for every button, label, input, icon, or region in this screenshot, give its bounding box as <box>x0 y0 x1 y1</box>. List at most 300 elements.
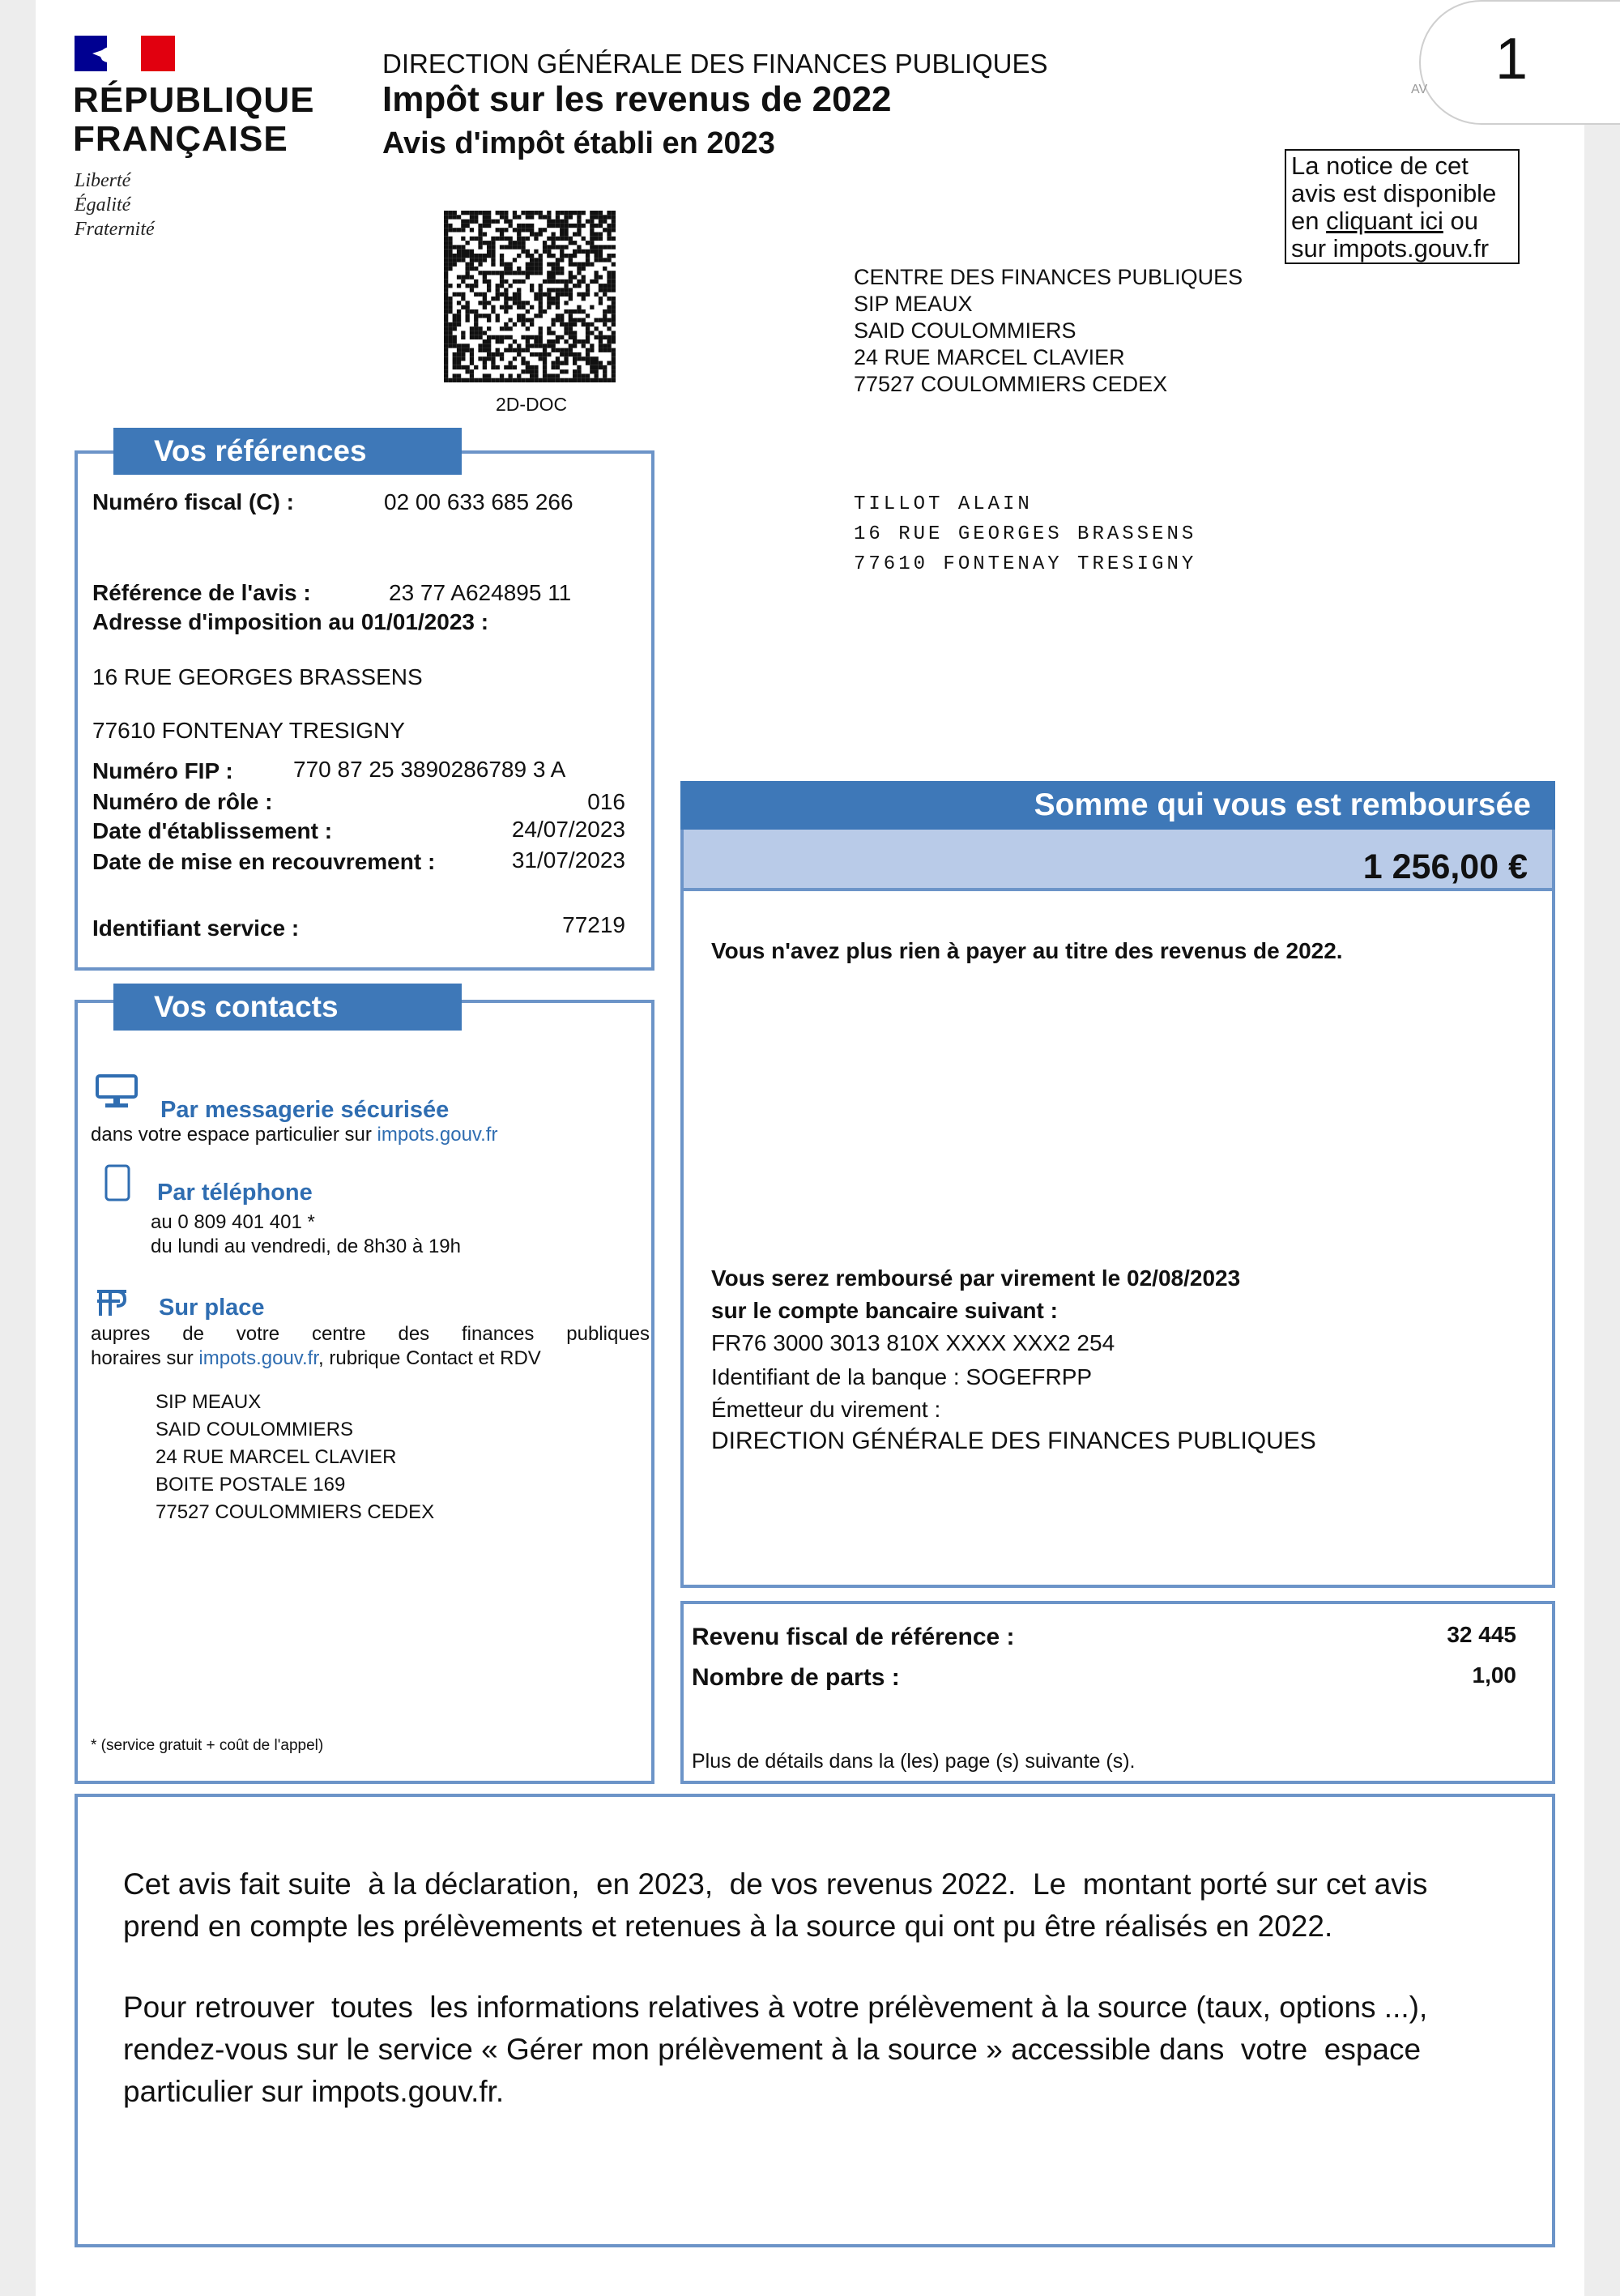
barcode-module <box>444 348 448 352</box>
barcode-module <box>500 356 504 361</box>
barcode-module <box>569 280 573 284</box>
barcode-module <box>612 237 616 241</box>
barcode-module <box>478 292 482 297</box>
sur-place-link[interactable]: impots.gouv.fr <box>198 1347 319 1369</box>
barcode-module <box>521 228 525 232</box>
barcode-module <box>547 331 551 335</box>
barcode-module <box>612 297 616 301</box>
barcode-module <box>577 369 581 373</box>
barcode-module <box>552 297 556 301</box>
barcode-module <box>478 331 482 335</box>
barcode-module <box>586 322 590 326</box>
barcode-module <box>491 254 495 258</box>
barcode-module <box>466 250 470 254</box>
barcode-module <box>603 365 607 369</box>
barcode-module <box>539 215 543 219</box>
barcode-module <box>453 245 457 249</box>
barcode-module <box>448 297 452 301</box>
sur-place-title: Sur place <box>159 1295 265 1321</box>
barcode-module <box>444 361 448 365</box>
barcode-module <box>534 352 538 356</box>
barcode-module <box>517 352 521 356</box>
tax-centre-address: CENTRE DES FINANCES PUBLIQUES SIP MEAUX SAID COULOMMIERS 24 RUE MARCEL CLAVIER 77527 COULOMMIERS CEDEX <box>854 265 1243 396</box>
barcode-module <box>474 322 478 326</box>
barcode-module <box>470 326 474 331</box>
barcode-module <box>504 271 508 275</box>
barcode-module <box>521 301 525 305</box>
barcode-module <box>595 254 599 258</box>
barcode-module <box>513 258 517 262</box>
barcode-module <box>487 356 491 361</box>
barcode-module <box>612 220 616 224</box>
barcode-module <box>526 271 530 275</box>
barcode-module <box>496 339 500 344</box>
barcode-module <box>599 365 603 369</box>
sur-place-line2: horaires sur impots.gouv.fr, rubrique Contact et RDV <box>91 1347 541 1369</box>
barcode-module <box>461 211 465 215</box>
barcode-module <box>461 331 465 335</box>
barcode-module <box>487 352 491 356</box>
barcode-module <box>590 356 594 361</box>
barcode-module <box>539 292 543 297</box>
barcode-module <box>577 292 581 297</box>
barcode-module <box>453 318 457 322</box>
barcode-module <box>478 335 482 339</box>
barcode-module <box>509 344 513 348</box>
barcode-module <box>556 378 560 382</box>
barcode-module <box>509 224 513 228</box>
barcode-module <box>573 356 577 361</box>
barcode-module <box>530 352 534 356</box>
barcode-module <box>530 284 534 288</box>
barcode-module <box>483 224 487 228</box>
barcode-module <box>539 258 543 262</box>
barcode-module <box>513 241 517 245</box>
barcode-module <box>466 378 470 382</box>
barcode-module <box>560 322 564 326</box>
barcode-module <box>612 335 616 339</box>
messagerie-link[interactable]: impots.gouv.fr <box>377 1124 498 1146</box>
barcode-module <box>556 373 560 378</box>
service-footnote: * (service gratuit + coût de l'appel) <box>91 1737 324 1754</box>
barcode-module <box>547 275 551 280</box>
barcode-module <box>590 224 594 228</box>
barcode-module <box>607 361 611 365</box>
barcode-module <box>560 220 564 224</box>
barcode-module <box>453 365 457 369</box>
barcode-module <box>517 314 521 318</box>
barcode-module <box>487 224 491 228</box>
barcode-module <box>478 314 482 318</box>
barcode-module <box>603 348 607 352</box>
barcode-module <box>466 241 470 245</box>
barcode-module <box>577 378 581 382</box>
barcode-module <box>607 224 611 228</box>
barcode-module <box>582 373 586 378</box>
barcode-module <box>552 233 556 237</box>
barcode-module <box>556 318 560 322</box>
notice-link[interactable]: cliquant ici <box>1326 207 1443 235</box>
barcode-module <box>444 241 448 245</box>
barcode-module <box>560 335 564 339</box>
barcode-module <box>603 378 607 382</box>
barcode-module <box>603 245 607 249</box>
barcode-module <box>517 280 521 284</box>
barcode-module <box>577 318 581 322</box>
barcode-module <box>521 241 525 245</box>
barcode-module <box>539 254 543 258</box>
barcode-module <box>547 339 551 344</box>
barcode-module <box>552 220 556 224</box>
barcode-module <box>573 373 577 378</box>
barcode-module <box>461 352 465 356</box>
virement-line2: sur le compte bancaire suivant : <box>711 1298 1058 1323</box>
barcode-module <box>483 361 487 365</box>
barcode-module <box>444 284 448 288</box>
barcode-module <box>556 301 560 305</box>
telephone-hours: du lundi au vendredi, de 8h30 à 19h <box>151 1235 461 1257</box>
barcode-module <box>560 348 564 352</box>
barcode-module <box>470 237 474 241</box>
barcode-module <box>569 292 573 297</box>
barcode-module <box>470 309 474 314</box>
adresse-imposition-label: Adresse d'imposition au 01/01/2023 : <box>92 609 489 634</box>
barcode-module <box>577 305 581 309</box>
barcode-module <box>569 224 573 228</box>
barcode-module <box>513 297 517 301</box>
barcode-module <box>444 271 448 275</box>
messagerie-text: dans votre espace particulier sur impots.gouv.fr <box>91 1124 498 1146</box>
barcode-module <box>595 365 599 369</box>
barcode-module <box>496 237 500 241</box>
barcode-module <box>526 267 530 271</box>
barcode-module <box>504 262 508 267</box>
barcode-module <box>474 211 478 215</box>
barcode-module <box>461 275 465 280</box>
barcode-module <box>582 262 586 267</box>
telephone-number[interactable]: au 0 809 401 401 * <box>151 1211 315 1233</box>
barcode-module <box>500 211 504 215</box>
barcode-module <box>487 280 491 284</box>
barcode-module <box>569 322 573 326</box>
barcode-module <box>504 280 508 284</box>
barcode-module <box>444 322 448 326</box>
barcode-module <box>478 356 482 361</box>
barcode-module <box>496 335 500 339</box>
barcode-module <box>487 215 491 219</box>
barcode-module <box>560 254 564 258</box>
barcode-module <box>478 237 482 241</box>
barcode-module <box>483 348 487 352</box>
barcode-module <box>461 297 465 301</box>
barcode-module <box>586 262 590 267</box>
barcode-module <box>595 245 599 249</box>
barcode-module <box>539 352 543 356</box>
barcode-module <box>491 378 495 382</box>
barcode-module <box>470 284 474 288</box>
barcode-module <box>448 309 452 314</box>
barcode-module <box>543 241 547 245</box>
barcode-module <box>491 356 495 361</box>
barcode-module <box>569 309 573 314</box>
barcode-module <box>595 326 599 331</box>
barcode-module <box>590 305 594 309</box>
barcode-module <box>599 331 603 335</box>
barcode-module <box>448 228 452 232</box>
barcode-module <box>564 339 568 344</box>
barcode-module <box>526 348 530 352</box>
barcode-module <box>509 245 513 249</box>
barcode-module <box>586 378 590 382</box>
barcode-module <box>461 378 465 382</box>
barcode-module <box>444 262 448 267</box>
barcode-module <box>560 233 564 237</box>
barcode-module <box>517 344 521 348</box>
barcode-module <box>461 224 465 228</box>
barcode-module <box>509 361 513 365</box>
barcode-module <box>582 237 586 241</box>
barcode-module <box>560 361 564 365</box>
barcode-module <box>564 224 568 228</box>
barcode-module <box>582 339 586 344</box>
barcode-module <box>595 318 599 322</box>
barcode-module <box>444 326 448 331</box>
barcode-module <box>483 297 487 301</box>
barcode-module <box>569 297 573 301</box>
barcode-module <box>513 378 517 382</box>
barcode-module <box>513 280 517 284</box>
barcode-module <box>560 378 564 382</box>
barcode-module <box>603 258 607 262</box>
barcode-module <box>517 267 521 271</box>
barcode-module <box>504 288 508 292</box>
barcode-module <box>595 275 599 280</box>
barcode-module <box>607 326 611 331</box>
barcode-module <box>607 348 611 352</box>
barcode-module <box>556 305 560 309</box>
barcode-module <box>590 250 594 254</box>
barcode-module <box>573 369 577 373</box>
barcode-module <box>448 378 452 382</box>
barcode-module <box>504 237 508 241</box>
barcode-module <box>513 301 517 305</box>
barcode-module <box>586 361 590 365</box>
barcode-module <box>530 369 534 373</box>
barcode-module <box>526 262 530 267</box>
barcode-module <box>461 292 465 297</box>
barcode-module <box>444 220 448 224</box>
barcode-module <box>457 292 461 297</box>
barcode-module <box>534 271 538 275</box>
barcode-module <box>500 292 504 297</box>
barcode-module <box>487 241 491 245</box>
barcode-module <box>552 241 556 245</box>
barcode-module <box>560 288 564 292</box>
barcode-module <box>521 348 525 352</box>
barcode-module <box>517 271 521 275</box>
barcode-module <box>603 344 607 348</box>
barcode-module <box>470 258 474 262</box>
barcode-module <box>534 314 538 318</box>
barcode-module <box>509 271 513 275</box>
barcode-module <box>603 288 607 292</box>
barcode-module <box>491 361 495 365</box>
barcode-module <box>564 331 568 335</box>
barcode-module <box>500 280 504 284</box>
barcode-module <box>474 378 478 382</box>
barcode-module <box>595 369 599 373</box>
barcode-module <box>612 284 616 288</box>
barcode-module <box>560 318 564 322</box>
barcode-module <box>612 361 616 365</box>
barcode-module <box>586 335 590 339</box>
barcode-module <box>577 220 581 224</box>
barcode-module <box>466 369 470 373</box>
barcode-module <box>470 228 474 232</box>
barcode-module <box>470 288 474 292</box>
barcode-module <box>504 348 508 352</box>
barcode-module <box>599 211 603 215</box>
barcode-module <box>521 250 525 254</box>
barcode-module <box>504 365 508 369</box>
barcode-module <box>496 211 500 215</box>
barcode-module <box>530 365 534 369</box>
barcode-module <box>444 297 448 301</box>
barcode-module <box>539 339 543 344</box>
barcode-module <box>539 267 543 271</box>
barcode-module <box>577 284 581 288</box>
barcode-module <box>564 284 568 288</box>
barcode-module <box>453 211 457 215</box>
refund-details-box <box>680 890 1555 1588</box>
barcode-module <box>590 211 594 215</box>
republic-motto: Liberté Égalité Fraternité <box>75 170 155 240</box>
barcode-module <box>509 284 513 288</box>
barcode-module <box>552 318 556 322</box>
barcode-module <box>474 280 478 284</box>
bank-identifier: Identifiant de la banque : SOGEFRPP <box>711 1364 1093 1389</box>
barcode-module <box>543 369 547 373</box>
barcode-module <box>444 365 448 369</box>
barcode-module <box>612 352 616 356</box>
barcode-module <box>586 241 590 245</box>
barcode-module <box>582 211 586 215</box>
barcode-module <box>466 318 470 322</box>
barcode-module <box>590 215 594 219</box>
barcode-module <box>543 292 547 297</box>
barcode-module <box>474 237 478 241</box>
barcode-module <box>496 314 500 318</box>
barcode-module <box>577 280 581 284</box>
barcode-module <box>573 262 577 267</box>
barcode-module <box>547 297 551 301</box>
barcode-module <box>470 250 474 254</box>
barcode-module <box>573 284 577 288</box>
barcode-module <box>457 352 461 356</box>
barcode-module <box>504 378 508 382</box>
barcode-module <box>556 211 560 215</box>
barcode-module <box>483 339 487 344</box>
barcode-module <box>543 361 547 365</box>
barcode-module <box>607 284 611 288</box>
barcode-module <box>595 373 599 378</box>
barcode-module <box>612 314 616 318</box>
barcode-module <box>500 258 504 262</box>
barcode-module <box>612 301 616 305</box>
sur-place-line1: aupres de votre centre des finances publiques <box>91 1323 650 1345</box>
barcode-module <box>496 297 500 301</box>
barcode-module <box>573 339 577 344</box>
barcode-module <box>453 258 457 262</box>
barcode-module <box>444 267 448 271</box>
barcode-module <box>612 373 616 378</box>
barcode-module <box>457 348 461 352</box>
recipient-address: TILLOT ALAIN 16 RUE GEORGES BRASSENS 77610 FONTENAY TRESIGNY <box>854 493 1197 575</box>
contacts-title: Vos contacts <box>113 984 462 1031</box>
barcode-module <box>444 215 448 219</box>
barcode-module <box>517 292 521 297</box>
barcode-module <box>521 211 525 215</box>
republique-francaise: RÉPUBLIQUE FRANÇAISE <box>73 80 315 159</box>
barcode-module <box>530 271 534 275</box>
barcode-module <box>483 365 487 369</box>
nothing-to-pay: Vous n'avez plus rien à payer au titre des revenus de 2022. <box>711 938 1343 963</box>
barcode-module <box>560 237 564 241</box>
barcode-module <box>552 331 556 335</box>
barcode-module <box>612 280 616 284</box>
messagerie-title: Par messagerie sécurisée <box>160 1097 450 1123</box>
barcode-module <box>513 292 517 297</box>
barcode-module <box>607 211 611 215</box>
barcode-module <box>599 224 603 228</box>
barcode-module <box>577 267 581 271</box>
barcode-module <box>599 250 603 254</box>
barcode-module <box>474 267 478 271</box>
barcode-module <box>569 271 573 275</box>
barcode-module <box>504 228 508 232</box>
barcode-module <box>582 322 586 326</box>
barcode-module <box>496 220 500 224</box>
barcode-module <box>500 275 504 280</box>
barcode-module <box>582 224 586 228</box>
barcode-module <box>556 280 560 284</box>
barcode-module <box>569 241 573 245</box>
barcode-module <box>461 356 465 361</box>
barcode-module <box>577 309 581 314</box>
barcode-module <box>517 318 521 322</box>
barcode-module <box>603 292 607 297</box>
barcode-module <box>560 280 564 284</box>
barcode-module <box>491 241 495 245</box>
barcode-module <box>582 318 586 322</box>
barcode-module <box>590 331 594 335</box>
barcode-module <box>453 361 457 365</box>
barcode-module <box>603 335 607 339</box>
barcode-module <box>612 262 616 267</box>
barcode-module <box>487 250 491 254</box>
barcode-module <box>547 305 551 309</box>
barcode-module <box>599 284 603 288</box>
barcode-module <box>509 335 513 339</box>
barcode-module <box>466 309 470 314</box>
barcode-module <box>552 378 556 382</box>
barcode-module <box>487 348 491 352</box>
barcode-module <box>530 322 534 326</box>
barcode-module <box>560 245 564 249</box>
barcode-module <box>521 314 525 318</box>
barcode-module <box>552 361 556 365</box>
barcode-module <box>500 305 504 309</box>
